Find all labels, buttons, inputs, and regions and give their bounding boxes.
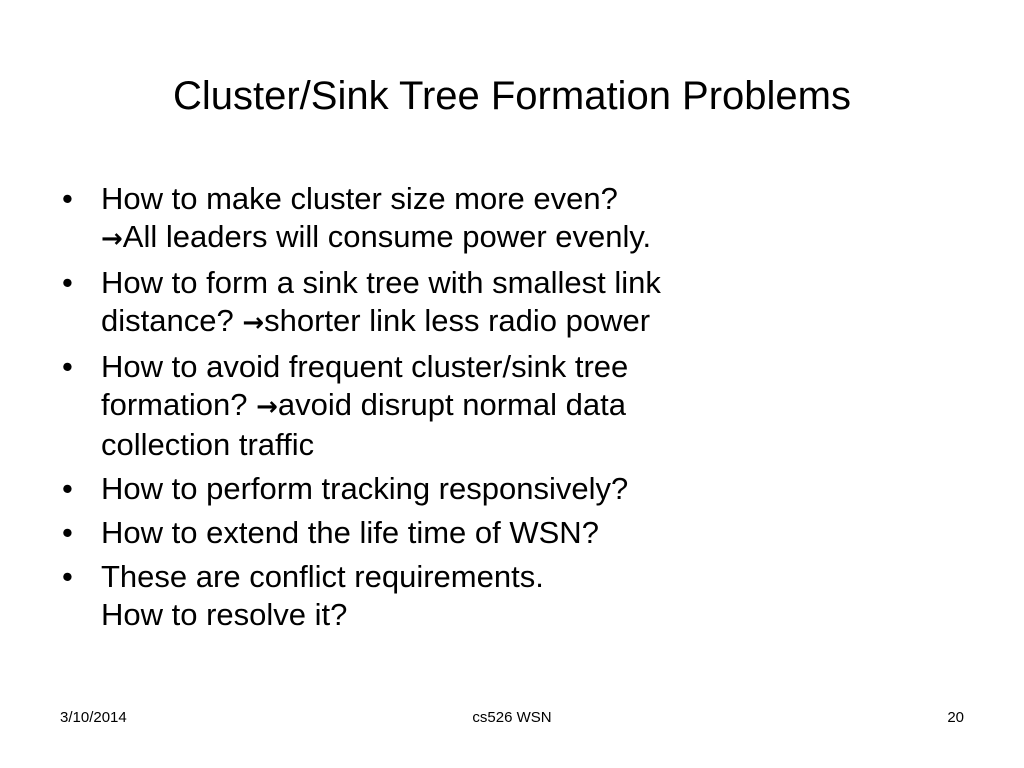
bullet-text-fragment: formation? xyxy=(101,387,257,422)
bullet-item xyxy=(58,558,958,634)
right-arrow-icon: → xyxy=(101,224,123,254)
footer-page-number: 20 xyxy=(947,709,964,726)
bullet-text-continued: collection traffic xyxy=(101,427,315,462)
bullet-text-fragment: All leaders will consume power evenly. xyxy=(122,219,652,254)
bullet-text-continued xyxy=(101,386,958,426)
bullet-dot-icon: • xyxy=(62,265,73,300)
bullet-item xyxy=(58,514,958,552)
bullet-text: How to avoid frequent cluster/sink tree xyxy=(101,349,629,384)
bullet-text: How to form a sink tree with smallest link xyxy=(101,265,661,300)
bullet-text-fragment: distance? xyxy=(101,303,243,338)
bullet-text: How to make cluster size more even? xyxy=(101,181,618,216)
bullet-text-continued: How to resolve it? xyxy=(101,597,348,632)
footer-course-name: cs526 WSN xyxy=(472,709,552,726)
bullet-text: How to perform tracking responsively? xyxy=(101,471,629,506)
bullet-item xyxy=(58,264,958,342)
bullet-dot-icon: • xyxy=(62,559,73,594)
bullet-dot-icon: • xyxy=(62,471,73,506)
bullet-text: These are conflict requirements. xyxy=(101,559,544,594)
bullet-item xyxy=(58,180,958,258)
right-arrow-icon: → xyxy=(242,308,265,338)
bullet-item xyxy=(58,470,958,508)
bullet-dot-icon: • xyxy=(62,349,73,384)
bullet-text: How to extend the life time of WSN? xyxy=(101,515,599,550)
bullet-text-fragment: shorter link less radio power xyxy=(264,303,651,338)
bullet-item xyxy=(58,348,958,464)
slide-title: Cluster/Sink Tree Formation Problems xyxy=(172,74,851,118)
bullet-text-fragment: avoid disrupt normal data xyxy=(277,387,626,422)
right-arrow-icon: → xyxy=(256,392,278,422)
bullet-text-continued xyxy=(101,302,958,342)
bullet-dot-icon: • xyxy=(62,181,73,216)
footer-date: 3/10/2014 xyxy=(60,709,127,726)
bullet-dot-icon: • xyxy=(62,515,73,550)
bullet-text-continued xyxy=(101,218,958,258)
bullet-list xyxy=(58,180,958,640)
